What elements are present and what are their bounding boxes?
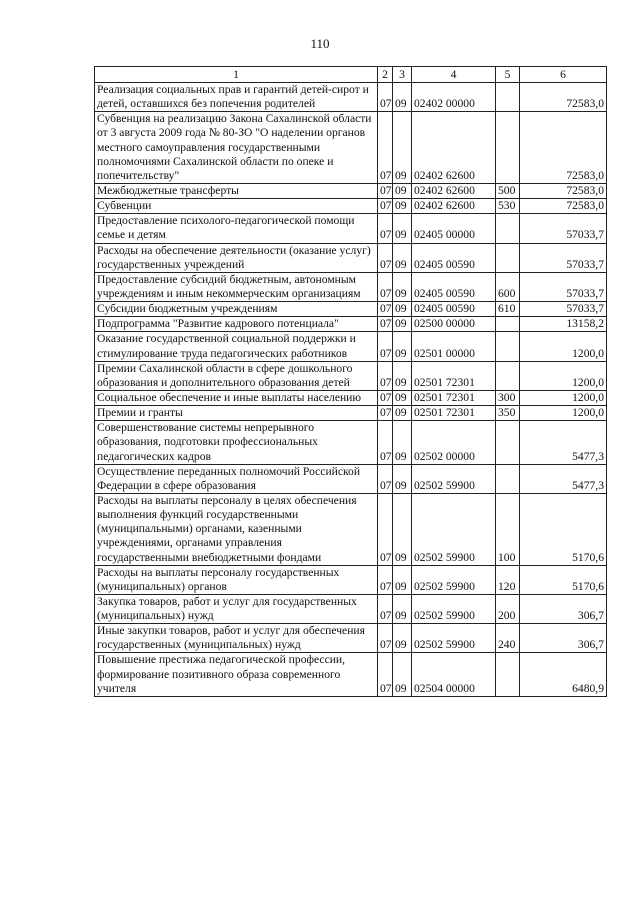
- header-cell-name: 1: [95, 67, 378, 83]
- row-amount-cell: 5170,6: [520, 565, 607, 594]
- row-amount-cell: 6480,9: [520, 653, 607, 696]
- row-section-cell: 07: [378, 594, 393, 623]
- row-name-cell: Повышение престижа педагогической профессии, формирование позитивного образа современного учителя: [95, 653, 378, 696]
- row-section-cell: 07: [378, 493, 393, 565]
- row-target-article-cell: 02501 00000: [412, 332, 496, 361]
- row-name-cell: Расходы на обеспечение деятельности (оказание услуг) государственных учреждений: [95, 243, 378, 272]
- row-section-cell: 07: [378, 653, 393, 696]
- row-subsection-cell: 09: [393, 361, 412, 390]
- row-expense-type-cell: 610: [496, 302, 520, 317]
- row-expense-type-cell: [496, 317, 520, 332]
- row-target-article-cell: 02402 62600: [412, 199, 496, 214]
- row-subsection-cell: 09: [393, 421, 412, 464]
- row-expense-type-cell: 300: [496, 390, 520, 405]
- table-row: [95, 361, 607, 390]
- row-amount-cell: 306,7: [520, 594, 607, 623]
- table-row: [95, 421, 607, 464]
- row-target-article-cell: 02502 59900: [412, 624, 496, 653]
- row-amount-cell: 13158,2: [520, 317, 607, 332]
- row-subsection-cell: 09: [393, 406, 412, 421]
- table-body: [95, 83, 607, 697]
- row-amount-cell: 1200,0: [520, 390, 607, 405]
- row-subsection-cell: 09: [393, 332, 412, 361]
- row-name-cell: Расходы на выплаты персоналу государственных (муниципальных) органов: [95, 565, 378, 594]
- header-cell-target-article: 4: [412, 67, 496, 83]
- row-expense-type-cell: [496, 214, 520, 243]
- table-row: [95, 493, 607, 565]
- row-target-article-cell: 02500 00000: [412, 317, 496, 332]
- row-target-article-cell: 02504 00000: [412, 653, 496, 696]
- row-subsection-cell: 09: [393, 594, 412, 623]
- row-expense-type-cell: 350: [496, 406, 520, 421]
- row-expense-type-cell: [496, 464, 520, 493]
- row-target-article-cell: 02501 72301: [412, 361, 496, 390]
- row-name-cell: Оказание государственной социальной поддержки и стимулирование труда педагогических работников: [95, 332, 378, 361]
- row-name-cell: Расходы на выплаты персоналу в целях обеспечения выполнения функций государственными (муниципальными) органами, казенными учреждениями, органами управления государственными внебюджетными фондами: [95, 493, 378, 565]
- row-amount-cell: 1200,0: [520, 361, 607, 390]
- row-name-cell: Подпрограмма "Развитие кадрового потенциала": [95, 317, 378, 332]
- row-subsection-cell: 09: [393, 199, 412, 214]
- row-section-cell: 07: [378, 243, 393, 272]
- row-target-article-cell: 02502 59900: [412, 565, 496, 594]
- row-target-article-cell: 02502 59900: [412, 594, 496, 623]
- row-expense-type-cell: 120: [496, 565, 520, 594]
- row-name-cell: Иные закупки товаров, работ и услуг для обеспечения государственных (муниципальных) нужд: [95, 624, 378, 653]
- row-target-article-cell: 02402 00000: [412, 83, 496, 112]
- row-name-cell: Реализация социальных прав и гарантий детей-сирот и детей, оставшихся без попечения родителей: [95, 83, 378, 112]
- table-row: [95, 199, 607, 214]
- row-expense-type-cell: 100: [496, 493, 520, 565]
- row-target-article-cell: 02405 00590: [412, 272, 496, 301]
- table-row: [95, 272, 607, 301]
- row-section-cell: 07: [378, 199, 393, 214]
- table-row: [95, 243, 607, 272]
- table-row: [95, 624, 607, 653]
- header-cell-expense-type: 5: [496, 67, 520, 83]
- row-expense-type-cell: [496, 112, 520, 184]
- row-subsection-cell: 09: [393, 214, 412, 243]
- row-name-cell: Премии Сахалинской области в сфере дошкольного образования и дополнительного образования детей: [95, 361, 378, 390]
- row-section-cell: 07: [378, 464, 393, 493]
- row-amount-cell: 1200,0: [520, 406, 607, 421]
- row-amount-cell: 72583,0: [520, 183, 607, 198]
- row-section-cell: 07: [378, 332, 393, 361]
- budget-table: [94, 66, 607, 697]
- row-section-cell: 07: [378, 317, 393, 332]
- row-name-cell: Предоставление психолого-педагогической помощи семье и детям: [95, 214, 378, 243]
- row-amount-cell: 72583,0: [520, 83, 607, 112]
- row-name-cell: Осуществление переданных полномочий Российской Федерации в сфере образования: [95, 464, 378, 493]
- table-row: [95, 653, 607, 696]
- row-subsection-cell: 09: [393, 653, 412, 696]
- row-subsection-cell: 09: [393, 243, 412, 272]
- table-row: [95, 214, 607, 243]
- table-row: [95, 390, 607, 405]
- header-cell-subsection: 3: [393, 67, 412, 83]
- row-target-article-cell: 02501 72301: [412, 390, 496, 405]
- row-amount-cell: 72583,0: [520, 112, 607, 184]
- row-section-cell: 07: [378, 565, 393, 594]
- row-expense-type-cell: [496, 83, 520, 112]
- row-expense-type-cell: [496, 421, 520, 464]
- row-subsection-cell: 09: [393, 390, 412, 405]
- table-row: [95, 464, 607, 493]
- row-expense-type-cell: 240: [496, 624, 520, 653]
- row-target-article-cell: 02405 00000: [412, 214, 496, 243]
- row-section-cell: 07: [378, 406, 393, 421]
- row-expense-type-cell: 600: [496, 272, 520, 301]
- row-section-cell: 07: [378, 183, 393, 198]
- row-expense-type-cell: 530: [496, 199, 520, 214]
- row-name-cell: Субвенции: [95, 199, 378, 214]
- row-section-cell: 07: [378, 272, 393, 301]
- row-amount-cell: 57033,7: [520, 243, 607, 272]
- table-row: [95, 183, 607, 198]
- row-subsection-cell: 09: [393, 565, 412, 594]
- row-section-cell: 07: [378, 302, 393, 317]
- row-name-cell: Совершенствование системы непрерывного образования, подготовки профессиональных педагогических кадров: [95, 421, 378, 464]
- row-section-cell: 07: [378, 83, 393, 112]
- row-amount-cell: 5170,6: [520, 493, 607, 565]
- row-section-cell: 07: [378, 390, 393, 405]
- row-section-cell: 07: [378, 361, 393, 390]
- row-expense-type-cell: 500: [496, 183, 520, 198]
- row-amount-cell: 72583,0: [520, 199, 607, 214]
- row-subsection-cell: 09: [393, 317, 412, 332]
- table-row: [95, 317, 607, 332]
- row-target-article-cell: 02405 00590: [412, 302, 496, 317]
- header-cell-amount: 6: [520, 67, 607, 83]
- row-amount-cell: 57033,7: [520, 272, 607, 301]
- row-name-cell: Закупка товаров, работ и услуг для государственных (муниципальных) нужд: [95, 594, 378, 623]
- row-amount-cell: 306,7: [520, 624, 607, 653]
- table-row: [95, 565, 607, 594]
- row-amount-cell: 5477,3: [520, 421, 607, 464]
- table-row: [95, 594, 607, 623]
- row-name-cell: Предоставление субсидий бюджетным, автономным учреждениям и иным некоммерческим организациям: [95, 272, 378, 301]
- row-name-cell: Социальное обеспечение и иные выплаты населению: [95, 390, 378, 405]
- row-amount-cell: 57033,7: [520, 302, 607, 317]
- row-target-article-cell: 02502 59900: [412, 493, 496, 565]
- row-expense-type-cell: 200: [496, 594, 520, 623]
- row-amount-cell: 5477,3: [520, 464, 607, 493]
- row-target-article-cell: 02502 59900: [412, 464, 496, 493]
- header-row: [95, 67, 607, 83]
- row-subsection-cell: 09: [393, 112, 412, 184]
- table-row: [95, 406, 607, 421]
- row-amount-cell: 1200,0: [520, 332, 607, 361]
- row-target-article-cell: 02501 72301: [412, 406, 496, 421]
- row-expense-type-cell: [496, 361, 520, 390]
- row-subsection-cell: 09: [393, 183, 412, 198]
- row-section-cell: 07: [378, 421, 393, 464]
- row-subsection-cell: 09: [393, 493, 412, 565]
- row-section-cell: 07: [378, 214, 393, 243]
- row-name-cell: Межбюджетные трансферты: [95, 183, 378, 198]
- row-name-cell: Субсидии бюджетным учреждениям: [95, 302, 378, 317]
- row-target-article-cell: 02405 00590: [412, 243, 496, 272]
- table-row: [95, 332, 607, 361]
- row-subsection-cell: 09: [393, 83, 412, 112]
- row-name-cell: Премии и гранты: [95, 406, 378, 421]
- row-subsection-cell: 09: [393, 302, 412, 317]
- row-target-article-cell: 02502 00000: [412, 421, 496, 464]
- table-row: [95, 302, 607, 317]
- row-section-cell: 07: [378, 624, 393, 653]
- header-cell-section: 2: [378, 67, 393, 83]
- row-amount-cell: 57033,7: [520, 214, 607, 243]
- row-subsection-cell: 09: [393, 624, 412, 653]
- row-subsection-cell: 09: [393, 272, 412, 301]
- table-row: [95, 83, 607, 112]
- row-target-article-cell: 02402 62600: [412, 112, 496, 184]
- page-number: 110: [310, 36, 330, 51]
- row-expense-type-cell: [496, 332, 520, 361]
- row-subsection-cell: 09: [393, 464, 412, 493]
- row-name-cell: Субвенция на реализацию Закона Сахалинской области от 3 августа 2009 года № 80-ЗО "О наделении органов местного самоуправления государственными полномочиями Сахалинской области по опеке и попечительству": [95, 112, 378, 184]
- row-section-cell: 07: [378, 112, 393, 184]
- row-target-article-cell: 02402 62600: [412, 183, 496, 198]
- row-expense-type-cell: [496, 243, 520, 272]
- row-expense-type-cell: [496, 653, 520, 696]
- table-row: [95, 112, 607, 184]
